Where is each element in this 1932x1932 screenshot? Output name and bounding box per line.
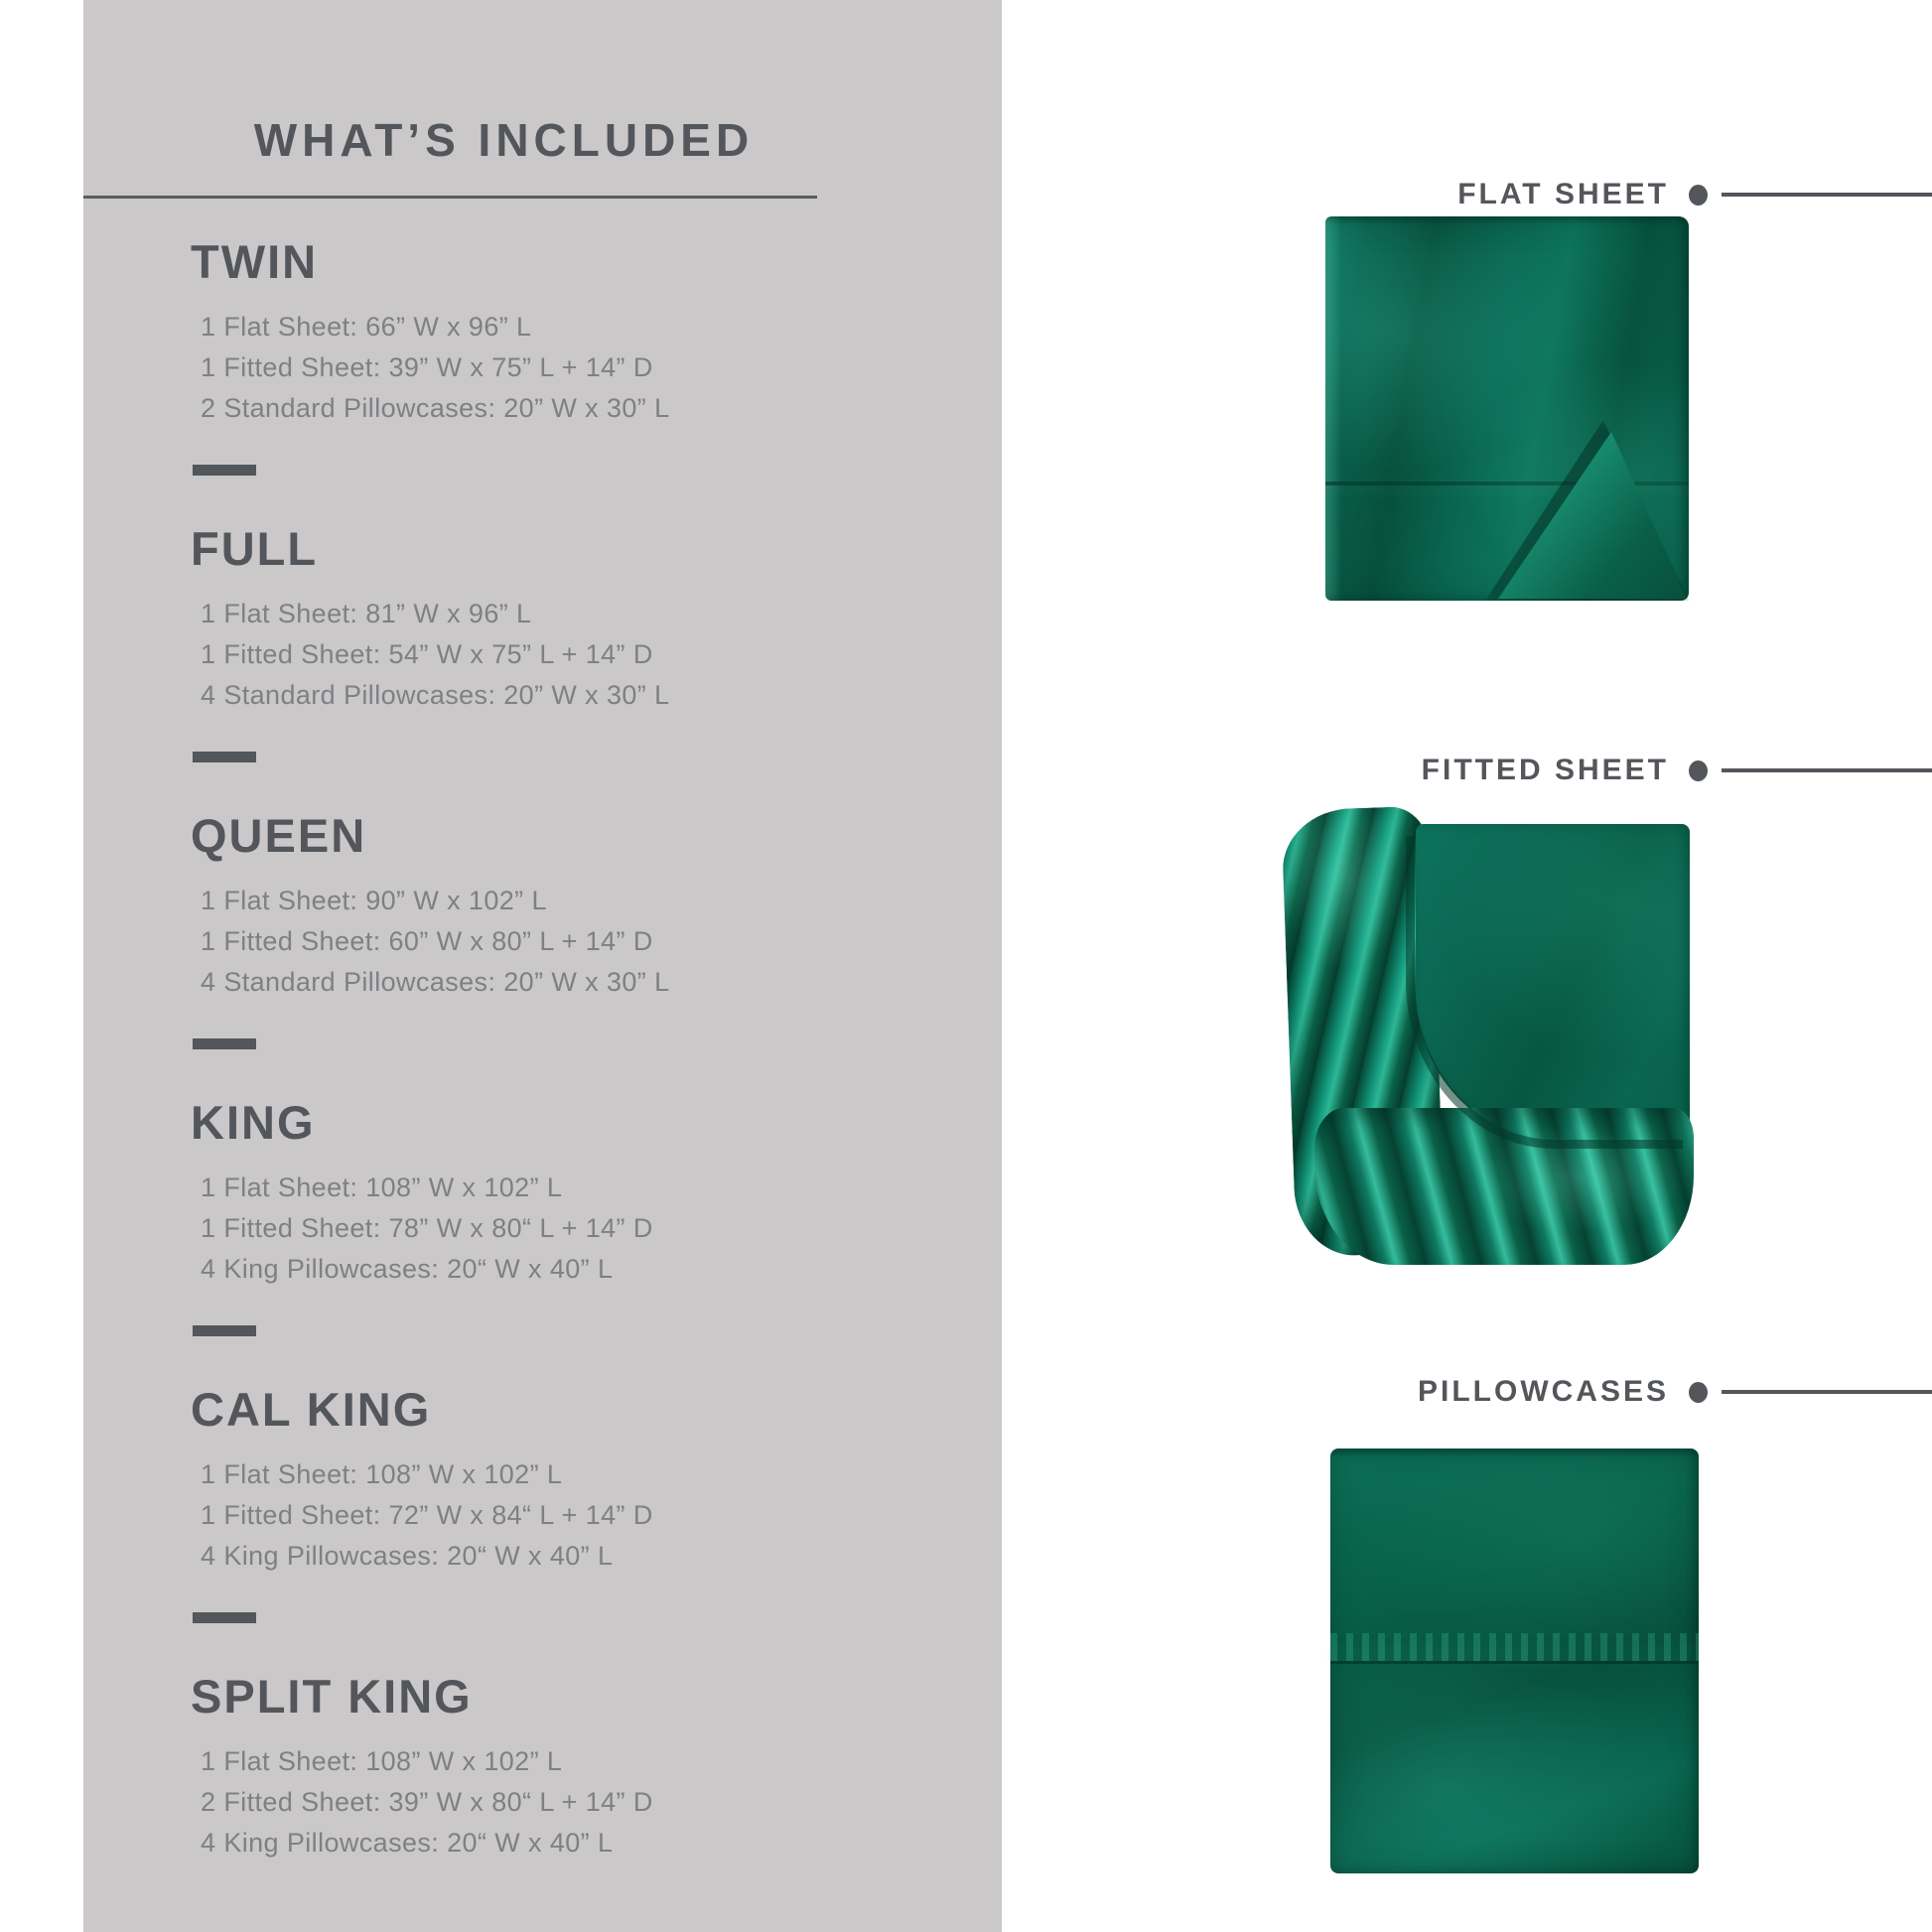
size-spec-line: 4 Standard Pillowcases: 20” W x 30” L: [201, 680, 670, 710]
callout-fitted-sheet: [1422, 753, 1932, 788]
size-spec-line: 1 Fitted Sheet: 78” W x 80“ L + 14” D: [201, 1213, 653, 1243]
size-section: [191, 235, 1002, 429]
size-spec-line: 4 King Pillowcases: 20“ W x 40” L: [201, 1254, 614, 1284]
fitted-sheet-photo: [1289, 806, 1694, 1265]
size-section: [191, 1096, 1002, 1290]
flat-sheet-photo: [1325, 216, 1689, 601]
size-spec-line: 1 Flat Sheet: 81” W x 96” L: [201, 599, 532, 628]
callout-pillowcases: [1418, 1374, 1932, 1410]
size-spec-line: 1 Flat Sheet: 108” W x 102” L: [201, 1459, 563, 1489]
size-spec-line: 4 Standard Pillowcases: 20” W x 30” L: [201, 967, 670, 997]
callout-label-fitted-sheet: FITTED SHEET: [1421, 754, 1669, 786]
page-title: WHAT’S INCLUDED: [253, 114, 755, 166]
size-spec-list: [191, 1454, 1002, 1577]
callout-leader-line: [1722, 193, 1932, 197]
size-spec-line: 1 Flat Sheet: 108” W x 102” L: [201, 1746, 563, 1776]
size-spec-list: [191, 1741, 1002, 1863]
size-heading: KING: [191, 1096, 316, 1149]
size-spec-list: [191, 594, 1002, 716]
pillowcase-sheen: [1330, 1633, 1699, 1661]
size-spec-line: 1 Fitted Sheet: 54” W x 75” L + 14” D: [201, 639, 653, 669]
section-divider: [193, 1612, 256, 1623]
size-spec-line: 1 Fitted Sheet: 39” W x 75” L + 14” D: [201, 352, 653, 382]
callout-flat-sheet: [1457, 177, 1932, 212]
callout-leader-line: [1722, 1390, 1932, 1394]
size-section: [191, 1383, 1002, 1577]
size-spec-line: 1 Flat Sheet: 66” W x 96” L: [201, 312, 532, 342]
size-spec-line: 4 King Pillowcases: 20“ W x 40” L: [201, 1828, 614, 1858]
section-divider: [193, 1038, 256, 1049]
size-spec-line: 1 Flat Sheet: 90” W x 102” L: [201, 886, 547, 915]
callout-dot-icon: [1689, 760, 1708, 781]
size-spec-list: [191, 881, 1002, 1003]
size-section: [191, 1670, 1002, 1863]
pillowcase-photo: [1330, 1449, 1699, 1873]
callout-label-pillowcases: PILLOWCASES: [1417, 1375, 1669, 1408]
size-section: [191, 522, 1002, 716]
size-heading: FULL: [191, 522, 319, 575]
section-divider: [193, 465, 256, 476]
callout-dot-icon: [1689, 185, 1708, 206]
callout-dot-icon: [1689, 1382, 1708, 1403]
fitted-sheet-elastic-seam: [1406, 836, 1683, 1149]
size-heading: QUEEN: [191, 809, 367, 862]
size-spec-line: 2 Standard Pillowcases: 20” W x 30” L: [201, 393, 670, 423]
size-spec-line: 1 Flat Sheet: 108” W x 102” L: [201, 1173, 563, 1202]
pillowcase-seam: [1330, 1661, 1699, 1664]
size-heading: SPLIT KING: [191, 1670, 473, 1723]
size-spec-line: 1 Fitted Sheet: 72” W x 84“ L + 14” D: [201, 1500, 653, 1530]
callout-label-flat-sheet: FLAT SHEET: [1457, 178, 1669, 210]
sizes-list: [191, 235, 1002, 1863]
size-section: [191, 809, 1002, 1003]
size-heading: CAL KING: [191, 1383, 432, 1436]
section-divider: [193, 1325, 256, 1336]
title-underline: [83, 196, 817, 199]
size-spec-line: 2 Fitted Sheet: 39” W x 80“ L + 14” D: [201, 1787, 653, 1817]
size-spec-line: 1 Fitted Sheet: 60” W x 80” L + 14” D: [201, 926, 653, 956]
callout-leader-line: [1722, 768, 1932, 772]
size-spec-list: [191, 307, 1002, 429]
size-heading: TWIN: [191, 235, 319, 288]
section-divider: [193, 752, 256, 762]
size-spec-list: [191, 1168, 1002, 1290]
whats-included-panel: [83, 0, 1002, 1932]
size-spec-line: 4 King Pillowcases: 20“ W x 40” L: [201, 1541, 614, 1571]
